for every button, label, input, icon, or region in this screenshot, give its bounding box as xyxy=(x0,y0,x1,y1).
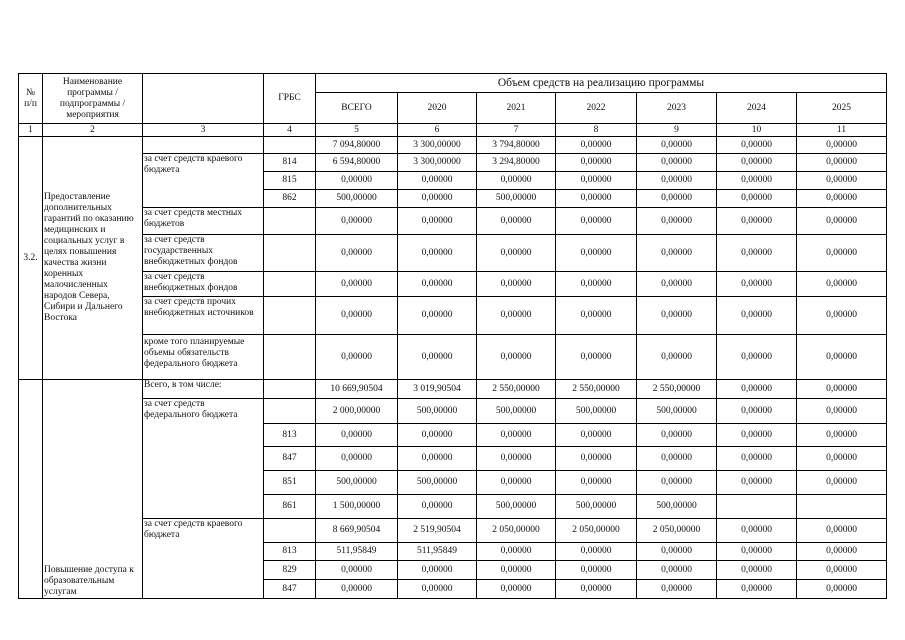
column-index: 7 xyxy=(477,124,556,137)
value-cell: 500,00000 xyxy=(477,399,556,424)
value-cell: 0,00000 xyxy=(316,335,398,380)
value-cell: 0,00000 xyxy=(316,424,398,447)
value-cell: 0,00000 xyxy=(477,447,556,471)
value-cell: 0,00000 xyxy=(717,447,797,471)
table-row xyxy=(19,154,887,172)
source-cell xyxy=(143,137,264,154)
value-cell: 0,00000 xyxy=(398,297,477,335)
column-index: 5 xyxy=(316,124,398,137)
value-cell: 0,00000 xyxy=(717,297,797,335)
source-cell: кроме того планируемые объемы обязательств федерального бюджета xyxy=(143,335,264,380)
value-cell: 2 050,00000 xyxy=(556,519,637,543)
grbs-cell xyxy=(264,137,316,154)
value-cell: 0,00000 xyxy=(797,580,887,599)
value-cell: 0,00000 xyxy=(477,335,556,380)
header-year: 2021 xyxy=(477,93,556,124)
grbs-cell xyxy=(264,399,316,424)
value-cell: 500,00000 xyxy=(556,399,637,424)
value-cell: 0,00000 xyxy=(556,190,637,208)
value-cell: 0,00000 xyxy=(637,471,717,495)
grbs-cell: 861 xyxy=(264,495,316,519)
value-cell: 3 300,00000 xyxy=(398,154,477,172)
grbs-cell xyxy=(264,272,316,297)
source-cell: за счет средств местных бюджетов xyxy=(143,208,264,235)
program-name: Повышение доступа к образовательным услугам xyxy=(43,380,143,599)
source-cell: Всего, в том числе: xyxy=(143,380,264,399)
grbs-cell: 813 xyxy=(264,424,316,447)
value-cell: 0,00000 xyxy=(556,424,637,447)
column-index: 11 xyxy=(797,124,887,137)
value-cell: 0,00000 xyxy=(316,580,398,599)
value-cell: 0,00000 xyxy=(637,580,717,599)
header-year: 2020 xyxy=(398,93,477,124)
value-cell: 8 669,90504 xyxy=(316,519,398,543)
value-cell: 0,00000 xyxy=(717,380,797,399)
value-cell: 0,00000 xyxy=(797,447,887,471)
value-cell: 2 050,00000 xyxy=(637,519,717,543)
value-cell: 500,00000 xyxy=(316,190,398,208)
value-cell: 0,00000 xyxy=(637,235,717,272)
value-cell: 0,00000 xyxy=(797,208,887,235)
value-cell: 0,00000 xyxy=(477,561,556,580)
table-row xyxy=(19,519,887,543)
grbs-cell: 862 xyxy=(264,190,316,208)
value-cell: 0,00000 xyxy=(717,471,797,495)
value-cell: 500,00000 xyxy=(477,190,556,208)
grbs-cell xyxy=(264,208,316,235)
value-cell: 0,00000 xyxy=(477,580,556,599)
source-cell: за счет средств краевого бюджета xyxy=(143,154,264,208)
value-cell: 0,00000 xyxy=(477,297,556,335)
value-cell: 0,00000 xyxy=(637,335,717,380)
value-cell: 0,00000 xyxy=(398,335,477,380)
grbs-cell: 829 xyxy=(264,561,316,580)
value-cell: 0,00000 xyxy=(797,543,887,561)
table-row xyxy=(19,380,887,399)
value-cell: 0,00000 xyxy=(556,297,637,335)
value-cell: 0,00000 xyxy=(556,208,637,235)
source-cell: за счет средств внебюджетных фондов xyxy=(143,272,264,297)
value-cell: 0,00000 xyxy=(477,208,556,235)
value-cell: 7 094,80000 xyxy=(316,137,398,154)
value-cell: 0,00000 xyxy=(556,137,637,154)
value-cell: 0,00000 xyxy=(797,424,887,447)
value-cell: 0,00000 xyxy=(797,137,887,154)
value-cell: 0,00000 xyxy=(797,519,887,543)
value-cell: 0,00000 xyxy=(556,235,637,272)
row-number: 3.2. xyxy=(19,137,43,380)
value-cell: 0,00000 xyxy=(797,380,887,399)
value-cell: 0,00000 xyxy=(398,580,477,599)
value-cell: 0,00000 xyxy=(477,235,556,272)
header-num: № п/п xyxy=(19,74,43,124)
value-cell: 0,00000 xyxy=(398,208,477,235)
header-year: 2024 xyxy=(717,93,797,124)
value-cell: 0,00000 xyxy=(717,172,797,190)
value-cell: 0,00000 xyxy=(637,424,717,447)
value-cell: 0,00000 xyxy=(316,447,398,471)
value-cell: 0,00000 xyxy=(717,519,797,543)
value-cell: 0,00000 xyxy=(637,190,717,208)
header-total: ВСЕГО xyxy=(316,93,398,124)
value-cell: 0,00000 xyxy=(398,447,477,471)
column-index: 4 xyxy=(264,124,316,137)
value-cell: 500,00000 xyxy=(556,495,637,519)
value-cell: 0,00000 xyxy=(316,297,398,335)
header-title: Объем средств на реализацию программы xyxy=(316,74,887,93)
value-cell: 0,00000 xyxy=(717,399,797,424)
grbs-cell: 813 xyxy=(264,543,316,561)
value-cell: 0,00000 xyxy=(556,543,637,561)
grbs-cell: 847 xyxy=(264,447,316,471)
value-cell: 0,00000 xyxy=(637,154,717,172)
value-cell: 0,00000 xyxy=(556,447,637,471)
value-cell: 2 050,00000 xyxy=(477,519,556,543)
value-cell: 0,00000 xyxy=(717,561,797,580)
value-cell: 0,00000 xyxy=(398,561,477,580)
value-cell: 0,00000 xyxy=(797,399,887,424)
value-cell: 0,00000 xyxy=(398,172,477,190)
value-cell: 2 550,00000 xyxy=(637,380,717,399)
value-cell: 6 594,80000 xyxy=(316,154,398,172)
value-cell: 2 519,90504 xyxy=(398,519,477,543)
table-row xyxy=(19,137,887,154)
value-cell: 0,00000 xyxy=(477,272,556,297)
value-cell: 0,00000 xyxy=(717,580,797,599)
header-year: 2023 xyxy=(637,93,717,124)
value-cell: 0,00000 xyxy=(556,154,637,172)
header-name: Наименование программы / подпрограммы / мероприятия xyxy=(43,74,143,124)
header-year: 2025 xyxy=(797,93,887,124)
value-cell: 0,00000 xyxy=(398,424,477,447)
value-cell: 0,00000 xyxy=(717,235,797,272)
value-cell: 0,00000 xyxy=(556,471,637,495)
table-row xyxy=(19,208,887,235)
row-number xyxy=(19,380,43,599)
value-cell: 0,00000 xyxy=(477,424,556,447)
grbs-cell xyxy=(264,519,316,543)
value-cell: 0,00000 xyxy=(398,272,477,297)
grbs-cell: 814 xyxy=(264,154,316,172)
grbs-cell: 815 xyxy=(264,172,316,190)
header-grbs: ГРБС xyxy=(264,74,316,124)
value-cell: 0,00000 xyxy=(637,208,717,235)
source-cell: за счет средств федерального бюджета xyxy=(143,399,264,519)
value-cell: 0,00000 xyxy=(477,471,556,495)
source-cell: за счет средств государственных внебюджетных фондов xyxy=(143,235,264,272)
value-cell: 511,95849 xyxy=(316,543,398,561)
value-cell: 0,00000 xyxy=(316,172,398,190)
value-cell: 0,00000 xyxy=(637,561,717,580)
value-cell: 10 669,90504 xyxy=(316,380,398,399)
grbs-cell: 847 xyxy=(264,580,316,599)
table-row xyxy=(19,297,887,335)
value-cell: 0,00000 xyxy=(797,297,887,335)
value-cell: 3 019,90504 xyxy=(398,380,477,399)
value-cell: 0,00000 xyxy=(556,272,637,297)
value-cell: 0,00000 xyxy=(398,190,477,208)
grbs-cell xyxy=(264,235,316,272)
value-cell: 0,00000 xyxy=(316,272,398,297)
grbs-cell xyxy=(264,297,316,335)
table-row xyxy=(19,335,887,380)
grbs-cell xyxy=(264,380,316,399)
value-cell: 500,00000 xyxy=(637,399,717,424)
value-cell: 0,00000 xyxy=(556,335,637,380)
header-blank xyxy=(143,74,264,124)
value-cell: 0,00000 xyxy=(556,580,637,599)
value-cell: 0,00000 xyxy=(637,297,717,335)
value-cell: 3 794,80000 xyxy=(477,137,556,154)
value-cell: 0,00000 xyxy=(316,208,398,235)
value-cell: 0,00000 xyxy=(717,154,797,172)
value-cell: 0,00000 xyxy=(637,137,717,154)
source-cell: за счет средств прочих внебюджетных источников xyxy=(143,297,264,335)
value-cell: 0,00000 xyxy=(637,543,717,561)
table-row xyxy=(19,235,887,272)
value-cell: 0,00000 xyxy=(637,272,717,297)
table-row xyxy=(19,272,887,297)
source-cell: за счет средств краевого бюджета xyxy=(143,519,264,599)
value-cell: 0,00000 xyxy=(797,172,887,190)
value-cell: 3 294,80000 xyxy=(477,154,556,172)
value-cell: 0,00000 xyxy=(316,235,398,272)
value-cell: 3 300,00000 xyxy=(398,137,477,154)
value-cell: 0,00000 xyxy=(797,235,887,272)
value-cell xyxy=(717,495,797,519)
column-index: 2 xyxy=(43,124,143,137)
value-cell: 0,00000 xyxy=(717,208,797,235)
value-cell: 500,00000 xyxy=(398,399,477,424)
value-cell: 0,00000 xyxy=(398,235,477,272)
value-cell: 2 550,00000 xyxy=(477,380,556,399)
value-cell: 0,00000 xyxy=(797,154,887,172)
column-index: 1 xyxy=(19,124,43,137)
value-cell: 0,00000 xyxy=(717,272,797,297)
value-cell: 500,00000 xyxy=(316,471,398,495)
column-index: 9 xyxy=(637,124,717,137)
value-cell: 511,95849 xyxy=(398,543,477,561)
budget-table xyxy=(18,73,887,599)
value-cell: 0,00000 xyxy=(797,190,887,208)
value-cell: 0,00000 xyxy=(556,561,637,580)
grbs-cell xyxy=(264,335,316,380)
value-cell: 500,00000 xyxy=(398,471,477,495)
value-cell xyxy=(797,495,887,519)
value-cell: 1 500,00000 xyxy=(316,495,398,519)
column-index: 6 xyxy=(398,124,477,137)
table-row xyxy=(19,399,887,424)
value-cell: 0,00000 xyxy=(477,172,556,190)
value-cell: 0,00000 xyxy=(717,335,797,380)
header-year: 2022 xyxy=(556,93,637,124)
value-cell: 0,00000 xyxy=(637,447,717,471)
column-index: 3 xyxy=(143,124,264,137)
column-index: 8 xyxy=(556,124,637,137)
value-cell: 0,00000 xyxy=(717,137,797,154)
value-cell: 0,00000 xyxy=(797,471,887,495)
value-cell: 0,00000 xyxy=(398,495,477,519)
value-cell: 0,00000 xyxy=(316,561,398,580)
value-cell: 2 000,00000 xyxy=(316,399,398,424)
page-bottom-margin xyxy=(0,600,905,640)
value-cell: 0,00000 xyxy=(556,172,637,190)
value-cell: 0,00000 xyxy=(797,335,887,380)
value-cell: 2 550,00000 xyxy=(556,380,637,399)
value-cell: 0,00000 xyxy=(637,172,717,190)
value-cell: 0,00000 xyxy=(717,424,797,447)
grbs-cell: 851 xyxy=(264,471,316,495)
value-cell: 0,00000 xyxy=(717,190,797,208)
value-cell: 0,00000 xyxy=(477,543,556,561)
program-name: Предоставление дополнительных гарантий по оказанию медицинских и социальных услуг в целях повышения качества жизни коренных малочисленных народов Севера, Сибири и Дальнего Востока xyxy=(43,137,143,380)
value-cell: 500,00000 xyxy=(477,495,556,519)
column-index: 10 xyxy=(717,124,797,137)
value-cell: 0,00000 xyxy=(797,561,887,580)
value-cell: 0,00000 xyxy=(717,543,797,561)
value-cell: 500,00000 xyxy=(637,495,717,519)
value-cell: 0,00000 xyxy=(797,272,887,297)
